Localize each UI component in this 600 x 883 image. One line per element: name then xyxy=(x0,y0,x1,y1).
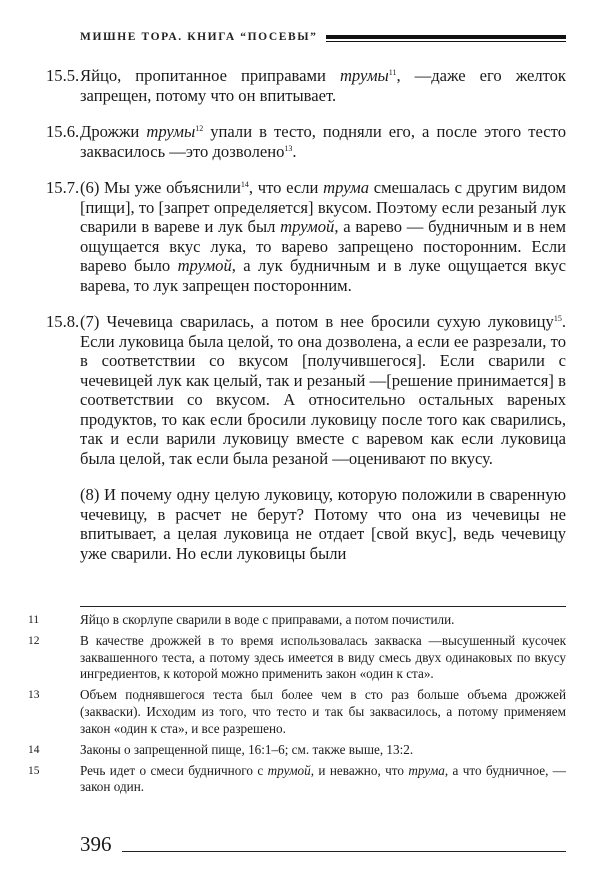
paragraph xyxy=(46,66,566,105)
text-run: , а лук будничным и в луке ощущается вкус варева, то лук запрещен посторонним. xyxy=(80,256,566,295)
footnotes xyxy=(28,612,566,800)
text-run: Речь идет о смеси будничного с xyxy=(80,762,268,778)
footnote xyxy=(28,612,566,629)
paragraph-number: 15.5. xyxy=(46,66,80,85)
text-run: , а что будничное, —закон один. xyxy=(80,762,566,795)
paragraph-number: 15.6. xyxy=(46,122,80,141)
text-run: , а варево — будничным и в нем ощущается вкус лука, то варево запрещено посторонним. Если варево было xyxy=(80,217,566,275)
text-run: Дрожжи xyxy=(80,122,147,141)
italic-term: трумой xyxy=(280,217,335,236)
paragraph xyxy=(80,485,566,563)
paragraph xyxy=(46,178,567,295)
paragraph-number: 15.7. xyxy=(46,178,80,197)
footnote xyxy=(28,633,566,683)
italic-term: трума xyxy=(323,178,370,197)
footnote xyxy=(28,687,566,737)
text-run: . xyxy=(292,141,297,161)
footer-rule xyxy=(122,851,567,852)
italic-term: трумы xyxy=(146,122,196,141)
text-run: упали в тесто, подняли его, а после этого тесто заквасилось —это дозволено xyxy=(80,122,566,161)
footnote-number: 12 xyxy=(28,635,40,648)
italic-term: трумой xyxy=(267,762,311,778)
text-run: Яйцо в скорлупе сварили в воде с приправами, а потом почистили. xyxy=(80,612,455,627)
running-header xyxy=(80,31,566,43)
footnote-reference: 15 xyxy=(553,314,562,323)
italic-term: трумой xyxy=(177,256,232,275)
footnote-reference: 12 xyxy=(195,124,204,133)
paragraph xyxy=(46,122,566,161)
footnote-reference: 13 xyxy=(284,143,293,153)
footnote-number: 11 xyxy=(28,614,40,626)
text-run: смешалась с другим видом [пищи], то [запрет определяется] вкусом. Поэтому если резаный лук сварили в вареве и лук был xyxy=(80,178,567,236)
paragraph xyxy=(46,312,566,468)
text-run: Яйцо, пропитанное приправами xyxy=(80,66,340,85)
text-run: Законы о запрещенной пище, 16:1–6; см. также выше, 13:2. xyxy=(80,741,414,757)
footnote-number: 14 xyxy=(28,743,40,756)
text-run: В качестве дрожжей в то время использовалась закваска —высушенный кусочек заквашенного теста, а потому здесь имеется в виду смесь двух одинаковых по вкусу ингредиентов, к которой можно применить закон «один к ста». xyxy=(80,633,566,682)
paragraph-number: 15.8. xyxy=(46,312,80,331)
footnote-number: 15 xyxy=(28,764,40,777)
header-rule xyxy=(326,35,566,42)
footnote xyxy=(28,741,566,759)
text-run: . Если луковица была целой, то она дозволена, а если ее разрезали, то в соответствии со вкусом [получившегося]. Если сварили с чечевицей лук как целый, так и резаный —[решение принимается] в соответствии со вкусом. А относительно остальных вареных продуктов, то как если бросили луковицу после того как сварились, так и если варили луковицу вместе с варевом как если луковица была целой, так если была резаной —оценивают по вкусу. xyxy=(80,312,566,468)
main-text xyxy=(46,66,567,580)
footnote-separator xyxy=(80,606,566,607)
text-run: Объем поднявшегося теста был более чем в сто раз больше объема дрожжей (закваски). Исходим из того, что тесто и так бы заквасилось, а потому применяем закон «один к ста», и все разрешено. xyxy=(80,687,566,736)
footnote xyxy=(28,762,566,796)
italic-term: трумы xyxy=(339,66,389,85)
italic-term: трума xyxy=(408,762,445,778)
text-run: , что если xyxy=(248,178,324,197)
running-header-title: МИШНЕ ТОРА. КНИГА “ПОСЕВЫ” xyxy=(80,31,318,43)
text-run: , и неважно, что xyxy=(310,762,409,778)
footnote-reference: 14 xyxy=(240,180,249,189)
text-run: (7) Чечевица сварилась, а потом в нее бросили сухую луковицу xyxy=(80,312,554,331)
footnote-number: 13 xyxy=(28,689,40,702)
text-run: , —даже его желток запрещен, потому что он впитывает. xyxy=(80,66,566,105)
text-run: (6) Мы уже объяснили xyxy=(80,178,241,197)
footnote-reference: 11 xyxy=(388,68,397,77)
text-run: (8) И почему одну целую луковицу, которую положили в сваренную чечевицу, в расчет не берут? Потому что она из чечевицы не впитывает, а целая луковица не отдает [свой вкус], ведь чечевицу уже сварили. Но если луковицы были xyxy=(80,485,566,563)
page-number: 396 xyxy=(80,832,112,856)
page-footer xyxy=(80,834,566,855)
